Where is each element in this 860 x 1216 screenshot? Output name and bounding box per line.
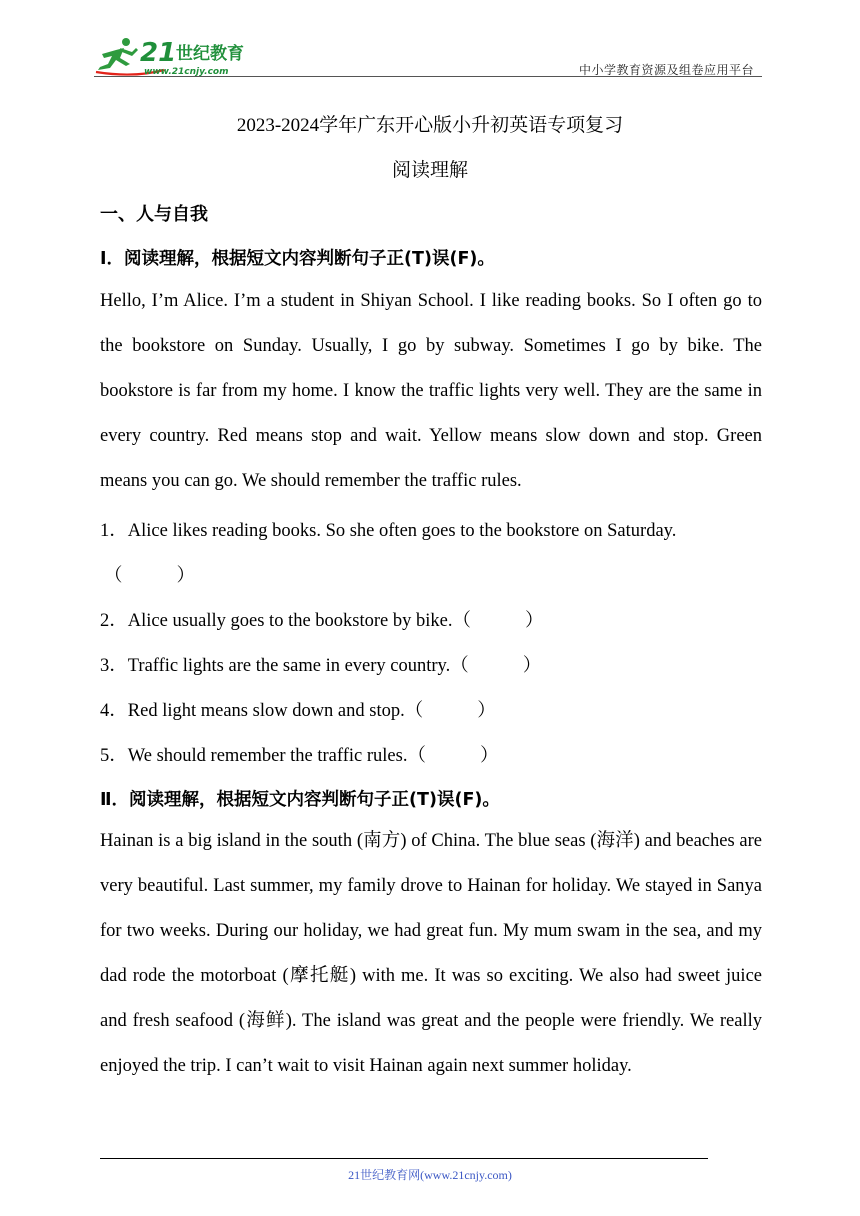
question-5 <box>100 741 498 767</box>
platform-label: 中小学教育资源及组卷应用平台 <box>578 63 754 77</box>
logo-text: 世纪教育 <box>176 44 244 64</box>
question-number: 5． <box>100 746 128 766</box>
part2-heading: Ⅱ．阅读理解，根据短文内容判断句子正(T)误(F)。 <box>100 790 500 810</box>
svg-text:21: 21 <box>140 38 177 68</box>
part1-passage: Hello, I’m Alice. I’m a student in Shiyan School. I like reading books. So I often go to the bookstore on Sunday. Usually, I go by subway. Sometimes I go by bike. The bookstore is far from my home. I know the traffic lights very well. They are the same in every country. Red means stop and wait. Yellow means slow down and stop. Green means you can go. We should remember the traffic rules. <box>100 291 762 491</box>
runner-logo-icon <box>94 34 264 76</box>
question-number: 1． <box>100 521 128 541</box>
question-text: Alice usually goes to the bookstore by bike. <box>127 611 453 631</box>
question-number: 4． <box>100 701 128 721</box>
answer-blank-4[interactable]: （ ） <box>404 701 496 721</box>
header-divider <box>94 76 762 77</box>
question-text: We should remember the traffic rules. <box>127 746 408 766</box>
question-4 <box>100 696 496 722</box>
document-title: 2023-2024学年广东开心版小升初英语专项复习 <box>236 115 624 136</box>
footer-divider <box>100 1158 708 1159</box>
logo-url: www.21cnjy.com <box>144 67 229 76</box>
part2-passage: Hainan is a big island in the south (南方) of China. The blue seas (海洋) and beaches are very beautiful. Last summer, my family drove to Hainan for holiday. We stayed in Sanya for two weeks. During our holiday, we had great fun. My mum swam in the sea, and my dad rode the motorboat (摩托艇) with me. It was so exciting. We also had sweet juice and fresh seafood (海鲜). The island was great and the people were friendly. We really enjoyed the trip. I can’t wait to visit Hainan again next summer holiday. <box>100 831 762 1076</box>
section-heading: 一、人与自我 <box>100 204 208 225</box>
question-2 <box>100 606 544 632</box>
logo <box>94 34 264 76</box>
document-subtitle: 阅读理解 <box>391 160 468 181</box>
question-text: Red light means slow down and stop. <box>127 701 405 721</box>
question-3 <box>100 651 541 677</box>
answer-blank-5[interactable]: （ ） <box>407 746 499 766</box>
question-1 <box>100 516 676 542</box>
answer-blank-3[interactable]: （ ） <box>450 656 542 676</box>
footer-source: 21世纪教育网(www.21cnjy.com) <box>348 1168 512 1182</box>
question-number: 2． <box>100 611 128 631</box>
page-header <box>94 30 762 78</box>
part1-heading: Ⅰ．阅读理解，根据短文内容判断句子正(T)误(F)。 <box>100 249 495 269</box>
answer-blank-1[interactable]: （ ） <box>104 566 196 586</box>
question-text: Alice likes reading books. So she often goes to the bookstore on Saturday. <box>127 521 677 541</box>
question-text: Traffic lights are the same in every country. <box>127 656 451 676</box>
answer-blank-2[interactable]: （ ） <box>452 611 544 631</box>
question-number: 3． <box>100 656 128 676</box>
